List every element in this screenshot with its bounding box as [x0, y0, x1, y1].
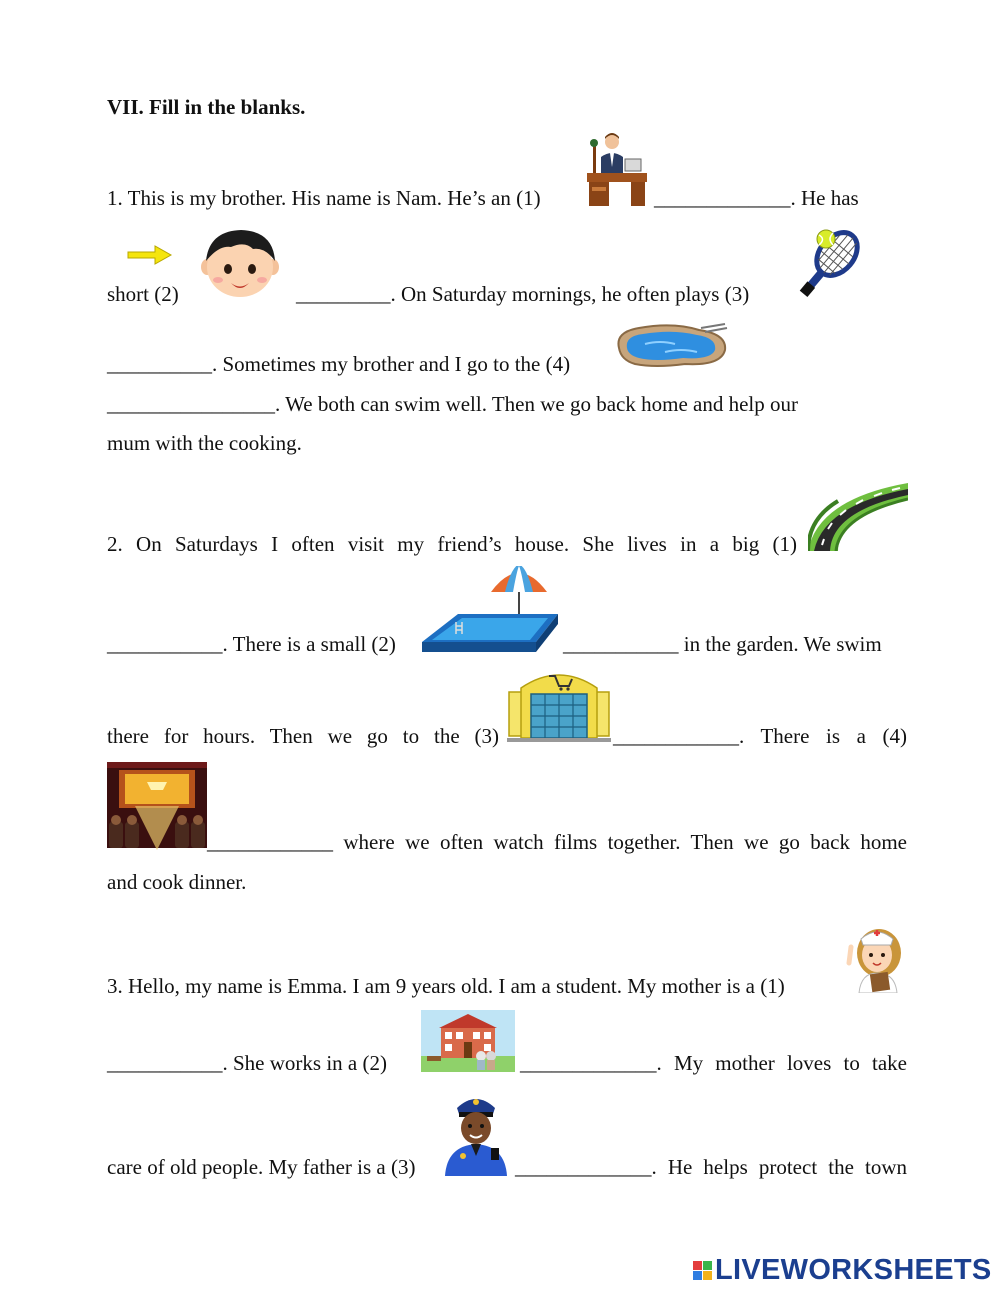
page-title: VII. Fill in the blanks. [107, 95, 306, 119]
nurse-icon [843, 923, 907, 993]
ex2-line3-text: there for hours. Then we go to the (3) [107, 724, 499, 748]
ex3-line3-text: care of old people. My father is a (3) [107, 1155, 416, 1179]
ex1-line2-label: short (2) [107, 282, 179, 306]
ex1-line5-text: mum with the cooking. [107, 431, 302, 455]
cinema-icon [107, 762, 207, 850]
ex1-line4-text: ________________. We both can swim well. Then we go back home and help our [107, 392, 798, 416]
police-officer-icon [441, 1088, 511, 1176]
logo-grid-icon [693, 1261, 712, 1280]
ex2-line2-text: ___________. There is a small (2) [107, 632, 396, 656]
swimming-pool-icon [615, 320, 731, 368]
ex2-line1-text: 2. On Saturdays I often visit my friend’s house. She lives in a big (1) [107, 532, 797, 556]
road-icon [808, 479, 908, 551]
nursing-home-icon [421, 1010, 515, 1072]
ex1-line2-text: _________. On Saturday mornings, he often plays (3) [296, 282, 750, 306]
liveworksheets-logo [693, 1254, 992, 1287]
ex3-line2-text: ___________. She works in a (2) [107, 1051, 387, 1075]
ex3-line1-text: 3. Hello, my name is Emma. I am 9 years old. I am a student. My mother is a (1) [107, 974, 785, 998]
ex3-line3-blank-text: _____________. He helps protect the town [515, 1155, 907, 1179]
arrow-icon [127, 244, 173, 266]
brand-name: LIVEWORKSHEETS [715, 1254, 992, 1286]
ex1-line3-text: __________. Sometimes my brother and I go to the (4) [107, 352, 571, 376]
shopping-mall-icon [507, 668, 611, 742]
tennis-racket-icon [793, 224, 865, 304]
ex1-line1-text: 1. This is my brother. His name is Nam. He’s an (1) [107, 186, 541, 210]
ex2-line4-text: ____________ where we often watch films together. Then we go back home [207, 830, 907, 854]
ex2-line3-blank-text: ____________. There is a (4) [613, 724, 907, 748]
ex2-line2-blank-text: ___________ in the garden. We swim [563, 632, 882, 656]
office-worker-icon [587, 131, 649, 207]
ex2-line5-text: and cook dinner. [107, 870, 247, 894]
ex3-line2-blank-text: _____________. My mother loves to take [520, 1051, 907, 1075]
boy-face-icon [201, 227, 279, 299]
pool-icon [420, 600, 560, 654]
ex1-line1-blank-text: _____________. He has [654, 186, 859, 210]
